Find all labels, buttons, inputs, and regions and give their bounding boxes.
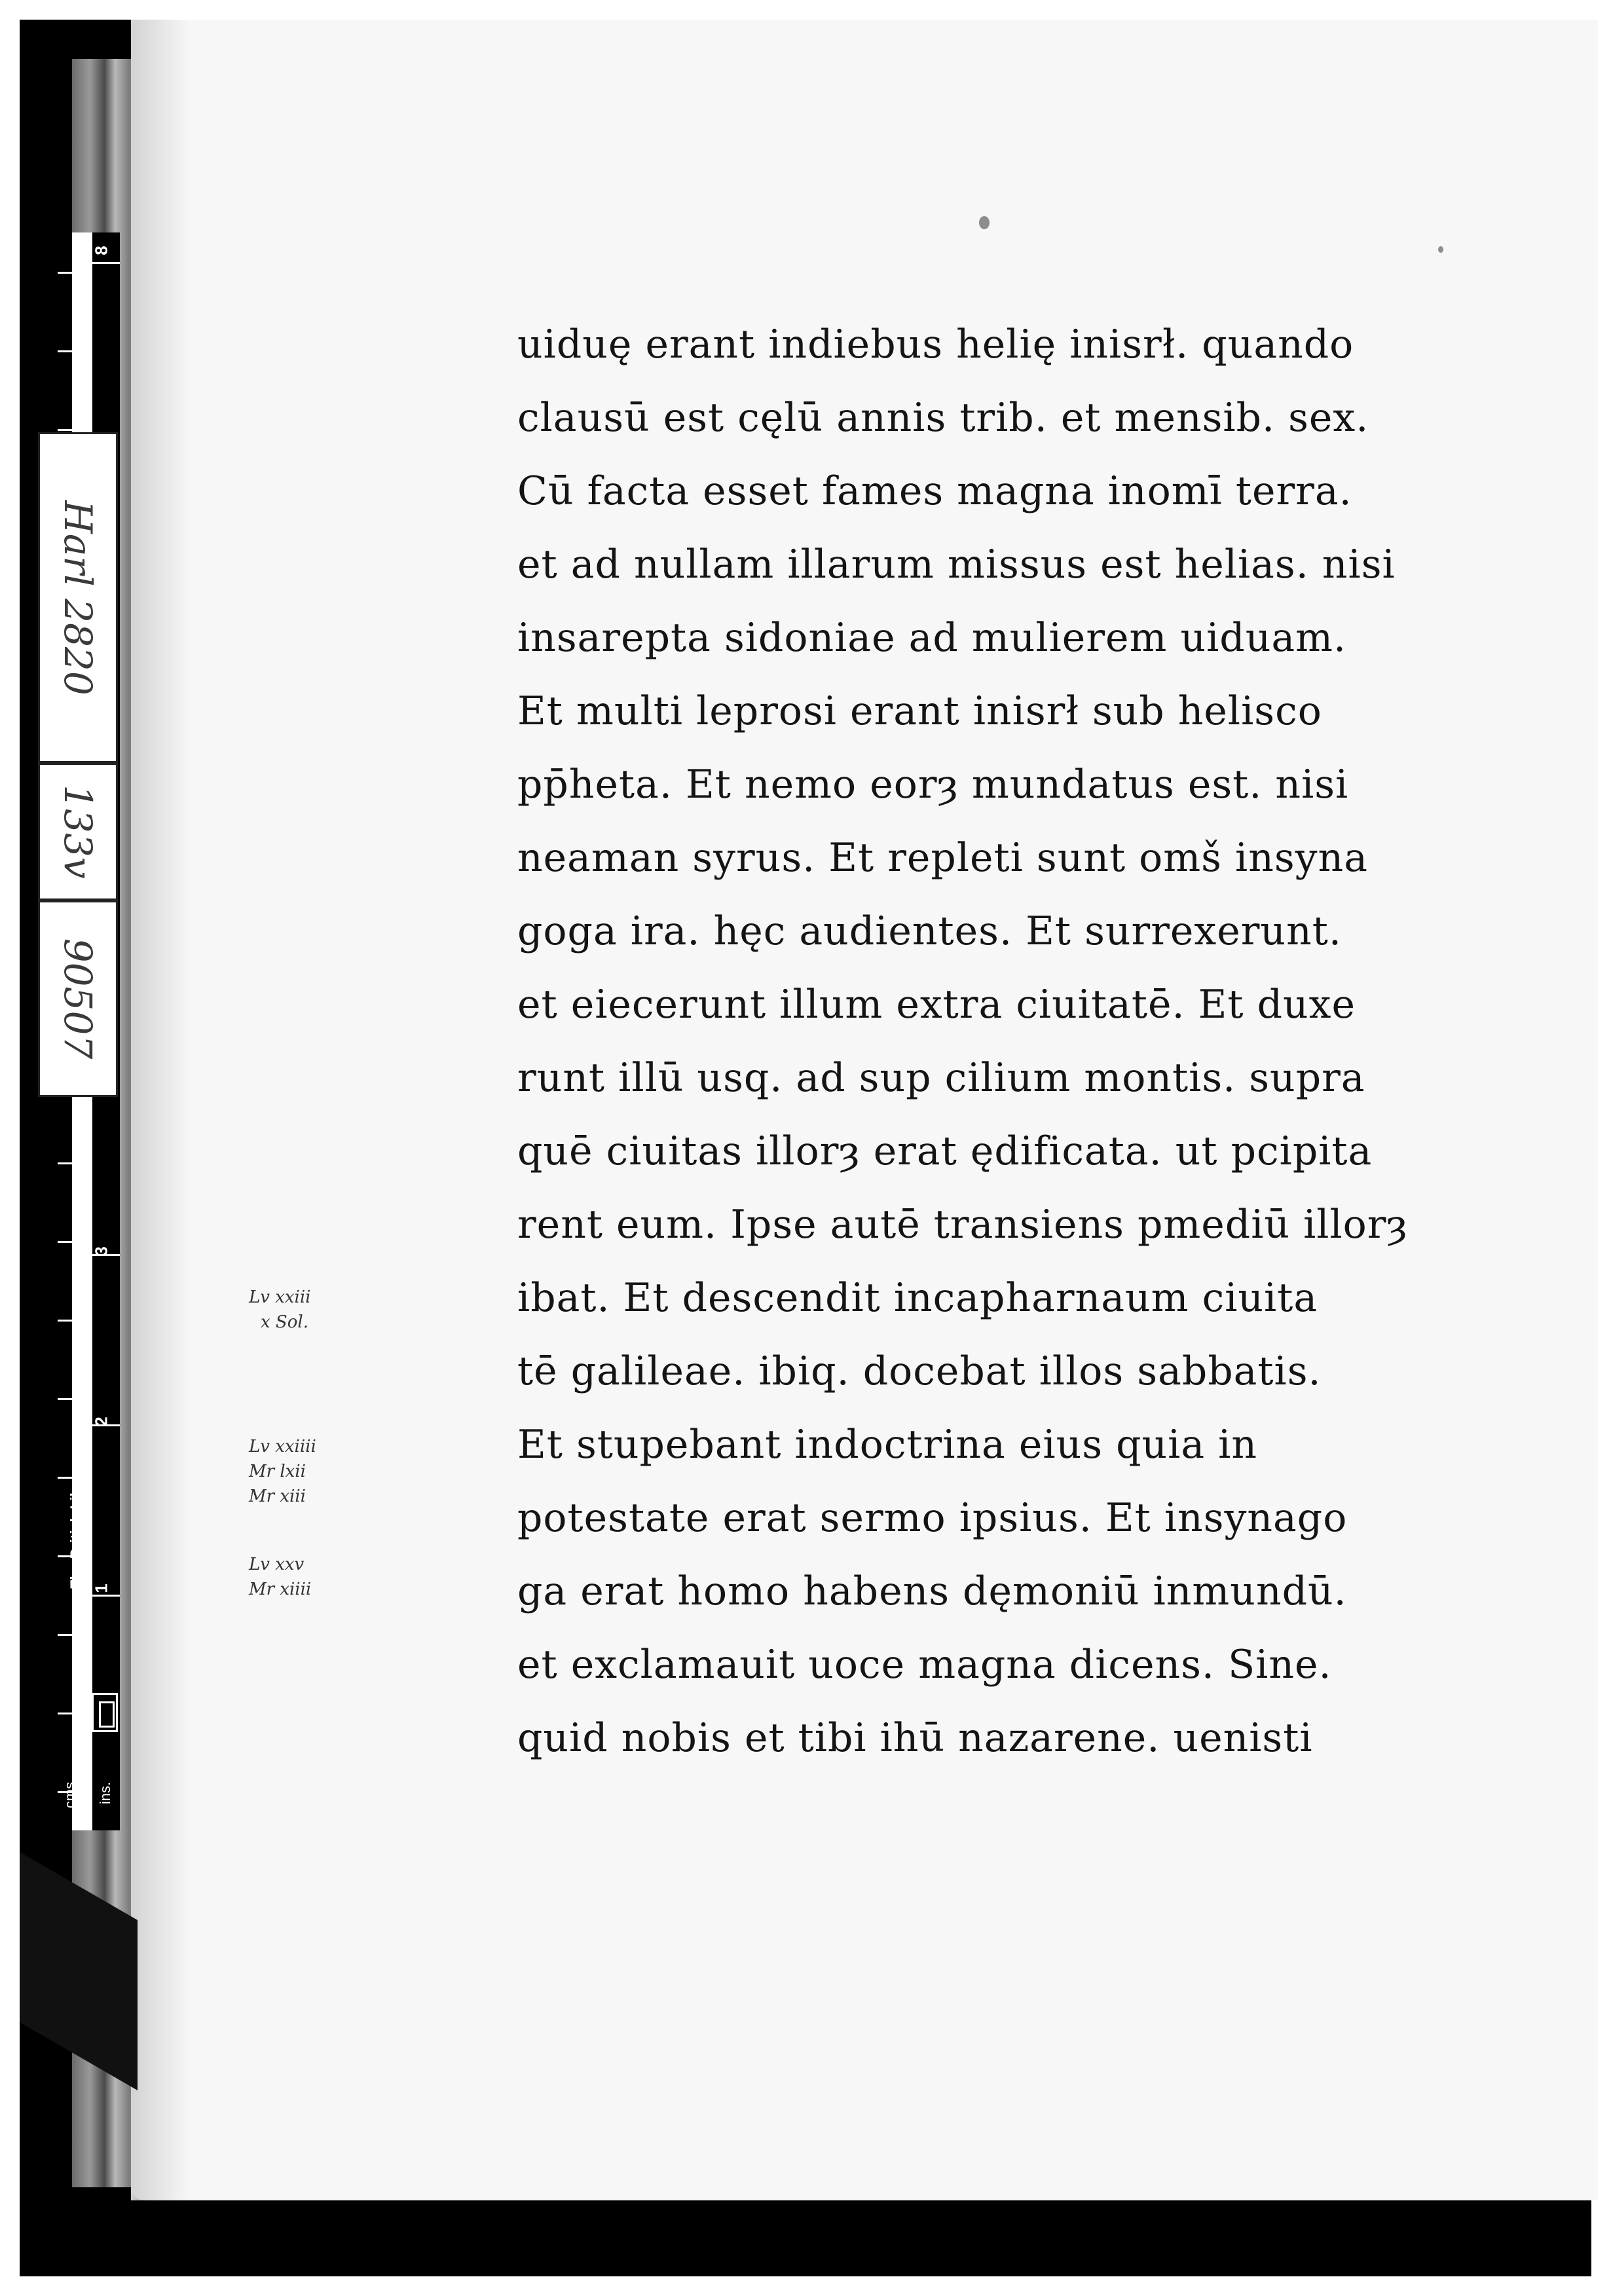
shelfmark-text: Harl 2820 [56, 500, 100, 695]
manuscript-line: pp̄heta. Et nemo eorȝ mundatus est. nisi [517, 762, 1349, 807]
marginal-note-line: Lv xxv [249, 1555, 305, 1574]
manuscript-line: rent eum. Ipse autē transiens pmediū illorȝ [517, 1202, 1408, 1248]
manuscript-text-block [517, 308, 1513, 1775]
marginal-note-line: Lv xxiii [249, 1287, 311, 1307]
scale-tick [90, 1595, 120, 1597]
folio-number-label [38, 763, 118, 900]
scale-tick [90, 262, 120, 264]
gutter-shadow [131, 20, 190, 2200]
manuscript-line: goga ira. hęc audientes. Et surrexerunt. [517, 908, 1342, 954]
catalogue-number-label [38, 900, 118, 1097]
marginal-note-line: Lv xxiiii [249, 1437, 316, 1456]
unit-ins: ins. [97, 1781, 114, 1805]
scale-tick [58, 1634, 72, 1636]
manuscript-line: potestate erat sermo ipsius. Et insynago [517, 1495, 1348, 1541]
scale-number: 1 [91, 1583, 111, 1593]
scale-tick [58, 1162, 72, 1164]
manuscript-line: tē galileae. ibiq. docebat illos sabbatis. [517, 1348, 1322, 1394]
vellum-speck [979, 216, 990, 229]
manuscript-line: clausū est cęlū annis trib. et mensib. sex. [517, 395, 1369, 441]
scale-tick [58, 1713, 72, 1714]
folio-number-text: 133v [56, 785, 100, 879]
scale-tick [58, 1398, 72, 1400]
manuscript-line: ibat. Et descendit incapharnaum ciuita [517, 1275, 1318, 1321]
manuscript-line: Cū facta esset fames magna inomī terra. [517, 468, 1352, 514]
scale-tick [58, 350, 72, 352]
marginal-note [249, 1434, 316, 1509]
manuscript-line: et ad nullam illarum missus est helias. nisi [517, 542, 1396, 587]
shelfmark-label [38, 432, 118, 763]
manuscript-line: quid nobis et tibi ihū nazarene. uenisti [517, 1715, 1313, 1761]
marginal-note-line: x Sol. [261, 1312, 308, 1332]
library-name: The British Library [67, 1460, 84, 1589]
catalogue-number-text: 90507 [56, 938, 100, 1060]
vellum-speck [1438, 246, 1443, 253]
manuscript-line: runt illū usq. ad sup cilium montis. supra [517, 1055, 1365, 1101]
marginal-note [249, 1552, 311, 1602]
manuscript-line: et exclamauit uoce magna dicens. Sine. [517, 1642, 1332, 1688]
scale-number: 8 [91, 246, 111, 255]
manuscript-line: et eiecerunt illum extra ciuitatē. Et duxe [517, 982, 1356, 1028]
manuscript-line: Et stupebant indoctrina eius quia in [517, 1422, 1258, 1468]
marginal-note-line: Mr xiiii [249, 1580, 312, 1599]
scale-tick [58, 272, 72, 274]
scale-tick [58, 1241, 72, 1243]
unit-cms: cms. [62, 1777, 79, 1809]
marginal-note [249, 1285, 311, 1335]
scale-tick [58, 429, 72, 431]
manuscript-line: neaman syrus. Et repleti sunt omš insyna [517, 835, 1368, 881]
marginal-note-line: Mr lxii [249, 1462, 306, 1481]
manuscript-line: ga erat homo habens dęmoniū inmundū. [517, 1568, 1347, 1614]
marginal-note-line: Mr xiii [249, 1487, 306, 1506]
scale-number: 2 [91, 1416, 111, 1426]
bl-logo-icon [92, 1693, 118, 1732]
manuscript-line: Et multi leprosi erant inisrł sub helisco [517, 688, 1322, 734]
manuscript-line: insarepta sidoniae ad mulierem uiduam. [517, 615, 1347, 661]
manuscript-line: uiduę erant indiebus helię inisrł. quando [517, 322, 1354, 367]
manuscript-line: quē ciuitas illorȝ erat ędificata. ut pcipita [517, 1128, 1373, 1174]
scale-number: 3 [91, 1246, 111, 1256]
scale-tick [58, 1320, 72, 1322]
